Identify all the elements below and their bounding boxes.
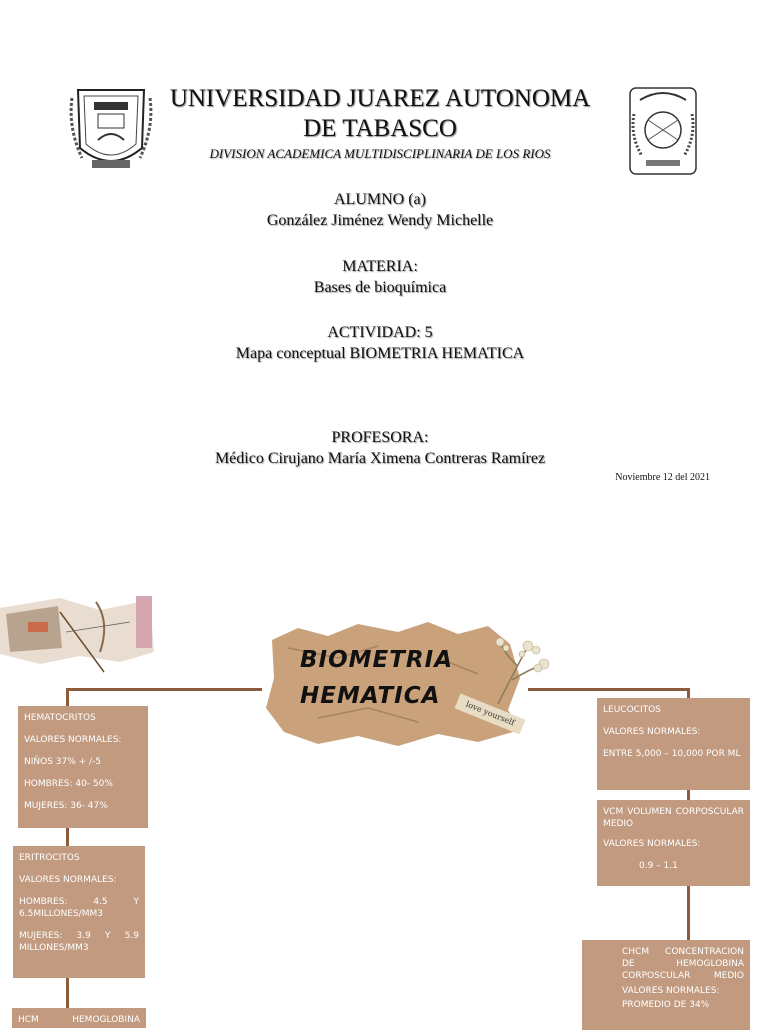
eritrocitos-label: VALORES NORMALES:: [19, 875, 117, 885]
eritrocitos-box: [13, 846, 145, 978]
activity-block: [150, 322, 610, 364]
concept-map-title-line2: HEMATICA: [300, 683, 441, 709]
teacher-block: [150, 427, 610, 469]
connector-right-1-2: [687, 790, 690, 800]
vcm-box: [597, 800, 750, 886]
concept-map-title-line1: BIOMETRIA: [300, 647, 453, 673]
hematocritos-box: [18, 706, 148, 828]
subject-label: MATERIA:: [342, 258, 418, 275]
connector-left-vertical: [66, 688, 69, 708]
hcm-box: [12, 1008, 146, 1028]
eritrocitos-hombres: HOMBRES: 4.5 Y 6.5MILLONES/MM3: [19, 897, 139, 919]
connector-right-2-3: [687, 886, 690, 940]
subject-name: Bases de bioquímica: [313, 279, 447, 296]
connector-left-1-2: [66, 826, 69, 846]
vcm-title: VCM VOLUMEN CORPOSCULAR MEDIO: [603, 807, 744, 829]
hematocritos-hombres: HOMBRES: 40- 50%: [24, 779, 113, 789]
activity-label: ACTIVIDAD: 5: [327, 324, 433, 341]
student-label: ALUMNO (a): [334, 191, 426, 208]
university-seal-left: [68, 78, 154, 176]
vcm-label: VALORES NORMALES:: [603, 839, 701, 849]
leucocitos-range: ENTRE 5,000 – 10,000 POR ML: [603, 749, 741, 759]
connector-left-2-3: [66, 978, 69, 1008]
hematocritos-ninos: NIÑOS 37% + /-5: [24, 757, 102, 767]
leucocitos-box: [597, 698, 750, 790]
activity-name: Mapa conceptual BIOMETRIA HEMATICA: [235, 345, 525, 362]
eritrocitos-mujeres: MUJERES: 3.9 Y 5.9 MILLONES/MM3: [19, 931, 139, 953]
vcm-range: 0.9 – 1.1: [639, 861, 678, 871]
hematocritos-mujeres: MUJERES: 36- 47%: [24, 801, 108, 811]
student-block: [150, 189, 610, 231]
leucocitos-label: VALORES NORMALES:: [603, 727, 701, 737]
university-title-line1: UNIVERSIDAD JUAREZ AUTONOMA: [169, 85, 591, 112]
connector-right-horizontal: [528, 688, 690, 691]
flower-sprig-decoration: [488, 636, 552, 706]
chcm-title: CHCM CONCENTRACION DE HEMOGLOBINA CORPOSCULAR MEDIO: [622, 947, 744, 981]
division-subtitle: DIVISION ACADEMICA MULTIDISCIPLINARIA DE LOS RIOS: [209, 146, 551, 161]
university-seal-right: [626, 80, 700, 178]
university-title: [150, 84, 610, 144]
student-name: González Jiménez Wendy Michelle: [266, 212, 494, 229]
decorative-collage: [0, 592, 156, 676]
hematocritos-title: HEMATOCRITOS: [24, 713, 96, 723]
document-date: Noviembre 12 del 2021: [615, 472, 710, 483]
teacher-label: PROFESORA:: [331, 429, 429, 446]
love-yourself-tag: love yourself: [455, 693, 526, 734]
hematocritos-label: VALORES NORMALES:: [24, 735, 122, 745]
chcm-label: VALORES NORMALES:: [622, 986, 720, 996]
subject-block: [150, 256, 610, 298]
chcm-value: PROMEDIO DE 34%: [622, 1000, 710, 1010]
eritrocitos-title: ERITROCITOS: [19, 853, 80, 863]
teacher-name: Médico Cirujano María Ximena Contreras Ramírez: [214, 450, 546, 467]
university-title-line2: DE TABASCO: [303, 115, 457, 142]
connector-left-horizontal: [66, 688, 262, 691]
hcm-title: HCM HEMOGLOBINA: [18, 1015, 140, 1025]
chcm-box: [582, 940, 750, 1030]
leucocitos-title: LEUCOCITOS: [603, 705, 661, 715]
